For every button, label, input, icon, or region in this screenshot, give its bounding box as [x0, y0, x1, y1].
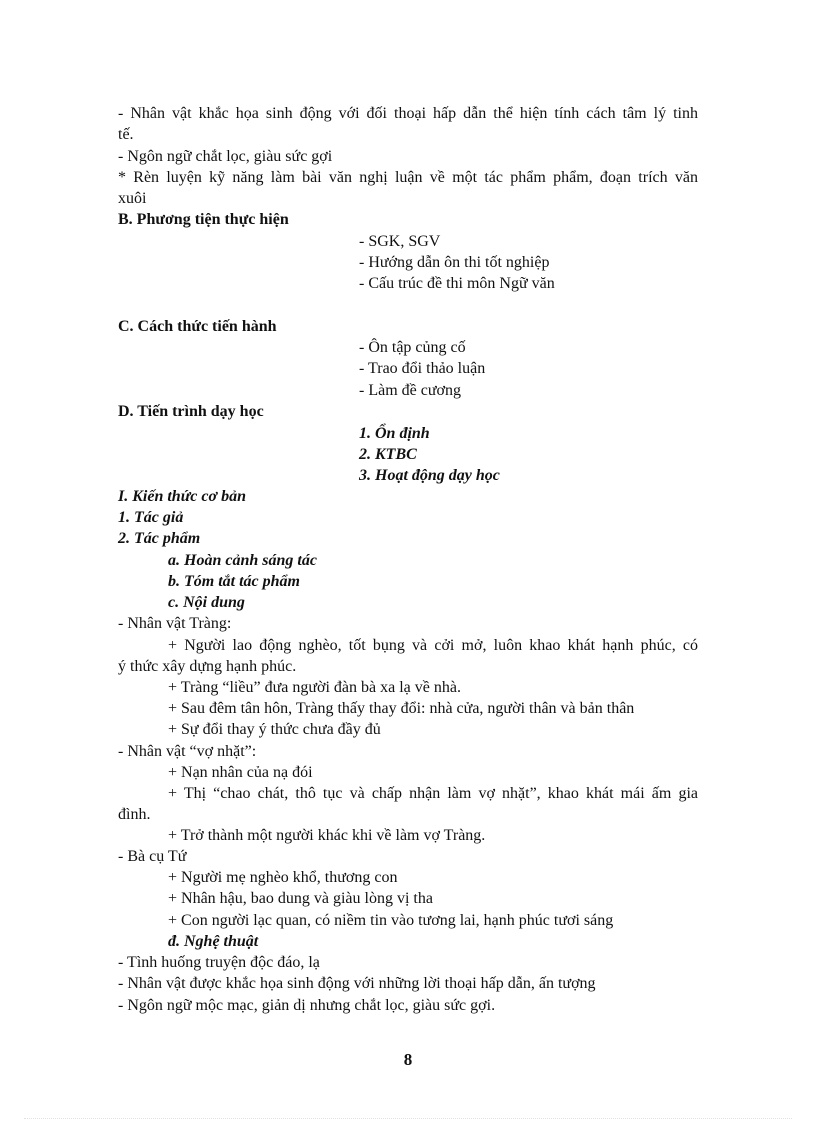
subsection-heading: 2. Tác phẩm	[118, 530, 201, 547]
section-heading: B. Phương tiện thực hiện	[118, 211, 289, 228]
text-line: - Nhân vật được khắc họa sinh động với những lời thoại hấp dẫn, ấn tượng	[118, 975, 596, 992]
text-line: - Nhân vật “vợ nhặt”:	[118, 743, 257, 760]
subsection-heading: b. Tóm tắt tác phẩm	[168, 573, 300, 590]
list-item: - Ôn tập củng cố	[359, 339, 466, 356]
subsection-heading: 1. Tác giả	[118, 509, 184, 526]
text-line: ý thức xây dựng hạnh phúc.	[118, 658, 297, 675]
text-line: - Bà cụ Tứ	[118, 848, 187, 865]
page-divider	[24, 1118, 792, 1119]
section-heading: C. Cách thức tiến hành	[118, 318, 277, 335]
text-line: + Nạn nhân của nạ đói	[168, 764, 313, 781]
subsection-heading: c. Nội dung	[168, 594, 245, 611]
list-item: - Cấu trúc đề thi môn Ngữ văn	[359, 275, 555, 292]
text-line: - Nhân vật khắc họa sinh động với đối thoại hấp dẫn thể hiện tính cách tâm lý tinh	[118, 105, 698, 122]
text-line: tế.	[118, 126, 134, 143]
text-line: - Ngôn ngữ chắt lọc, giàu sức gợi	[118, 148, 333, 165]
page-number: 8	[403, 1050, 413, 1069]
list-item: - Hướng dẫn ôn thi tốt nghiệp	[359, 254, 550, 271]
text-line: - Nhân vật Tràng:	[118, 615, 232, 632]
text-line: + Trở thành một người khác khi về làm vợ Tràng.	[168, 827, 486, 844]
text-line: + Người mẹ nghèo khổ, thương con	[168, 869, 398, 886]
subsection-heading: I. Kiến thức cơ bản	[118, 488, 246, 505]
text-line: xuôi	[118, 190, 147, 207]
step-heading: 2. KTBC	[359, 446, 417, 463]
list-item: - Làm đề cương	[359, 382, 461, 399]
subsection-heading: đ. Nghệ thuật	[168, 933, 259, 950]
text-line: đình.	[118, 806, 151, 823]
text-line: - Tình huống truyện độc đáo, lạ	[118, 954, 320, 971]
list-item: - SGK, SGV	[359, 233, 441, 250]
text-line: + Tràng “liều” đưa người đàn bà xa lạ về nhà.	[168, 679, 461, 696]
text-line: - Ngôn ngữ mộc mạc, giản dị nhưng chắt lọc, giàu sức gợi.	[118, 997, 496, 1014]
text-line: + Sự đổi thay ý thức chưa đầy đủ	[168, 721, 381, 738]
text-line: * Rèn luyện kỹ năng làm bài văn nghị luận về một tác phẩm phẩm, đoạn trích văn	[118, 169, 698, 186]
step-heading: 3. Hoạt động dạy học	[359, 467, 500, 484]
list-item: - Trao đổi thảo luận	[359, 360, 486, 377]
text-line: + Con người lạc quan, có niềm tin vào tương lai, hạnh phúc tươi sáng	[168, 912, 614, 929]
text-line: + Thị “chao chát, thô tục và chấp nhận làm vợ nhặt”, khao khát mái ấm gia	[168, 785, 698, 802]
text-line: + Sau đêm tân hôn, Tràng thấy thay đổi: nhà cửa, người thân và bản thân	[168, 700, 635, 717]
section-heading: D. Tiến trình dạy học	[118, 403, 264, 420]
subsection-heading: a. Hoàn cảnh sáng tác	[168, 552, 317, 569]
text-line: + Nhân hậu, bao dung và giàu lòng vị tha	[168, 890, 433, 907]
text-line: + Người lao động nghèo, tốt bụng và cởi mở, luôn khao khát hạnh phúc, có	[168, 637, 698, 654]
step-heading: 1. Ổn định	[359, 425, 430, 442]
